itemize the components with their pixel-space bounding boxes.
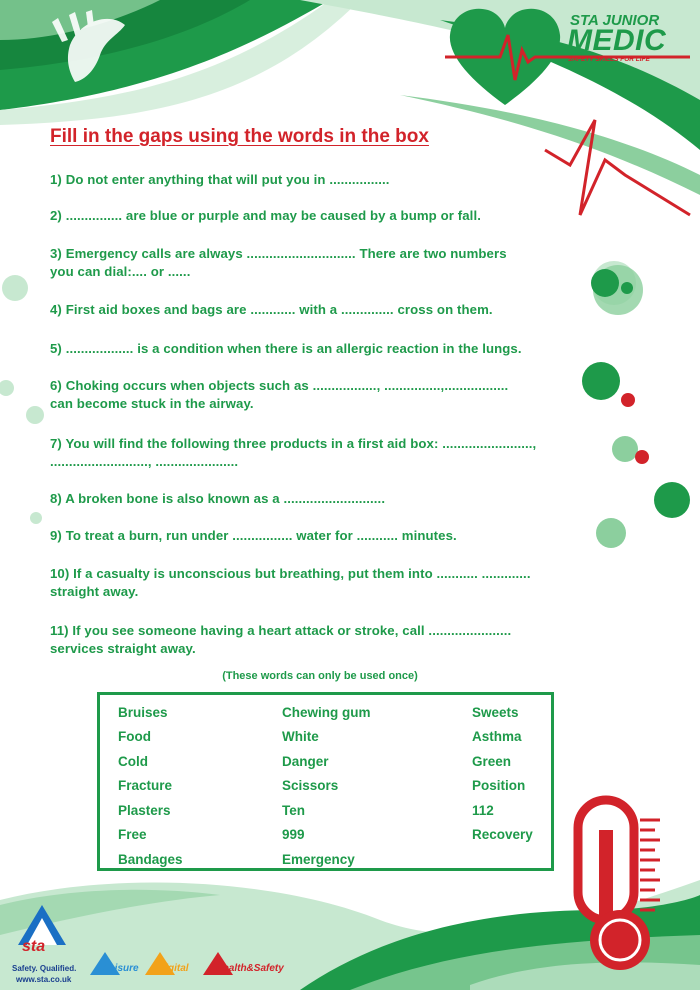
question-2 bbox=[50, 207, 580, 225]
question-line: can become stuck in the airway. bbox=[50, 396, 254, 411]
question-8 bbox=[50, 490, 580, 508]
health-safety-brand: Health&Safety bbox=[216, 963, 284, 974]
word: Bruises bbox=[118, 705, 168, 720]
question-line: 9) To treat a burn, run under ................ water for ........... minutes. bbox=[50, 528, 457, 543]
word: Plasters bbox=[118, 803, 171, 818]
question-line: 8) A broken bone is also known as a ........................... bbox=[50, 491, 386, 506]
word: Emergency bbox=[282, 852, 355, 867]
question-line: 6) Choking occurs when objects such as ................., ...............,................. bbox=[50, 378, 509, 393]
word: Asthma bbox=[472, 729, 522, 744]
question-line: 1) Do not enter anything that will put you in ................ bbox=[50, 172, 390, 187]
question-line: 2) ............... are blue or purple and may be caused by a bump or fall. bbox=[50, 208, 481, 223]
question-line: 10) If a casualty is unconscious but breathing, put them into ........... ............. bbox=[50, 566, 531, 581]
word-box bbox=[97, 692, 554, 871]
question-line: services straight away. bbox=[50, 641, 196, 656]
footer-url: www.sta.co.uk bbox=[16, 975, 72, 984]
word: Recovery bbox=[472, 827, 533, 842]
question-line: 3) Emergency calls are always ............................. There are two numbers bbox=[50, 246, 507, 261]
word: Cold bbox=[118, 754, 148, 769]
word: Food bbox=[118, 729, 151, 744]
leisure-brand: Leisure bbox=[103, 963, 139, 974]
word: 999 bbox=[282, 827, 305, 842]
word: Danger bbox=[282, 754, 329, 769]
word: Sweets bbox=[472, 705, 519, 720]
word: Position bbox=[472, 778, 526, 793]
question-line: 5) .................. is a condition when there is an allergic reaction in the lungs. bbox=[50, 341, 522, 356]
word: Fracture bbox=[118, 778, 173, 793]
question-line: 7) You will find the following three products in a first aid box: ........................, bbox=[50, 436, 537, 451]
question-10 bbox=[50, 565, 580, 601]
question-line: you can dial:.... or ...... bbox=[50, 264, 191, 279]
word: 112 bbox=[472, 803, 494, 818]
question-3 bbox=[50, 245, 580, 281]
question-line: .........................., ...................... bbox=[50, 454, 239, 469]
word: Ten bbox=[282, 803, 305, 818]
page-title: Fill in the gaps using the words in the box bbox=[50, 126, 429, 147]
word: Chewing gum bbox=[282, 705, 371, 720]
word: White bbox=[282, 729, 319, 744]
question-11 bbox=[50, 622, 580, 658]
question-line: 11) If you see someone having a heart attack or stroke, call ...................... bbox=[50, 623, 512, 638]
footer-slogan: Safety. Qualified. bbox=[12, 964, 77, 973]
word: Scissors bbox=[282, 778, 339, 793]
logo-top-text: STA JUNIOR bbox=[570, 12, 660, 29]
question-4 bbox=[50, 301, 580, 319]
usage-note: (These words can only be used once) bbox=[222, 670, 418, 682]
logo-main-text: MEDIC bbox=[567, 24, 667, 57]
logo-tagline: SAFETY SKILLS FOR LIFE bbox=[568, 56, 650, 63]
question-6 bbox=[50, 377, 580, 413]
word: Green bbox=[472, 754, 512, 769]
question-1 bbox=[50, 171, 580, 189]
question-line: straight away. bbox=[50, 584, 139, 599]
question-line: 4) First aid boxes and bags are ............ with a .............. cross on them. bbox=[50, 302, 493, 317]
digital-brand: Digital bbox=[158, 963, 189, 974]
question-5 bbox=[50, 340, 580, 358]
word: Bandages bbox=[118, 852, 183, 867]
question-7 bbox=[50, 435, 580, 471]
word: Free bbox=[118, 827, 147, 842]
sta-brand-text: sta bbox=[22, 938, 46, 955]
question-9 bbox=[50, 527, 580, 545]
